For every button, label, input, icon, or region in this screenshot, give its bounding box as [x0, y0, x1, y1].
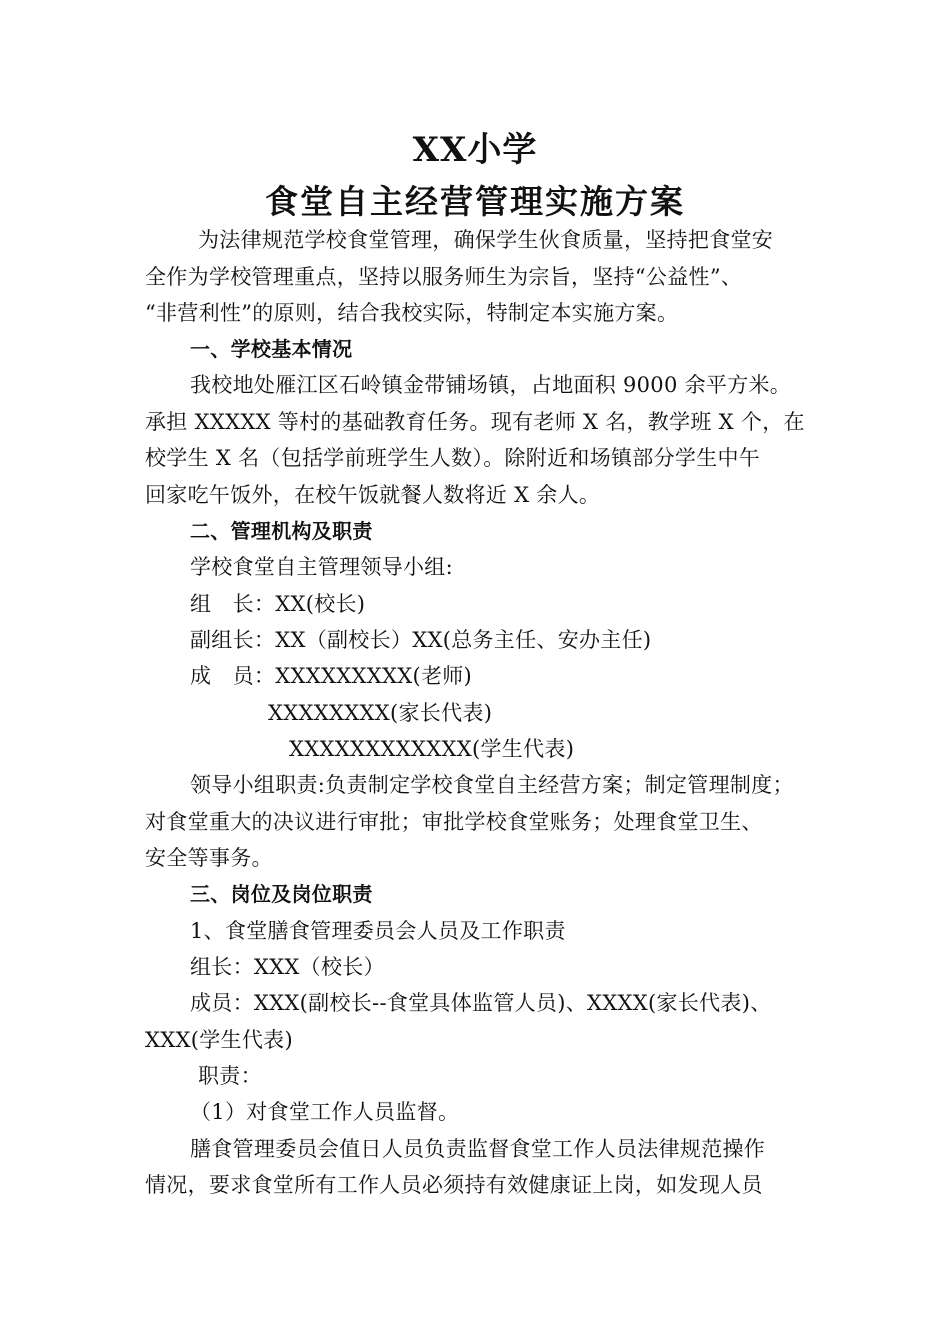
section-heading-2: 二、管理机构及职责: [190, 519, 373, 543]
paragraph-line: 安全等事务。: [145, 846, 273, 870]
paragraph-line: 回家吃午饭外，在校午饭就餐人数将近 X 余人。: [145, 483, 601, 507]
paragraph-line: 组 长：XX(校长): [190, 592, 366, 616]
paragraph-line: 承担 XXXXX 等村的基础教育任务。现有老师 X 名，教学班 X 个，在: [145, 410, 805, 434]
intro-line-3: “非营利性”的原则，结合我校实际，特制定本实施方案。: [145, 301, 679, 325]
paragraph-line: XXXXXXXXXXXX(学生代表): [289, 737, 575, 761]
paragraph-line: 1、食堂膳食管理委员会人员及工作职责: [190, 919, 566, 943]
paragraph-line: XXXXXXXX(家长代表): [268, 701, 493, 725]
paragraph-line: 膳食管理委员会值日人员负责监督食堂工作人员法律规范操作: [190, 1137, 766, 1161]
paragraph-line: 校学生 X 名（包括学前班学生人数）。除附近和场镇部分学生中午: [145, 446, 761, 470]
section-heading-3: 三、岗位及岗位职责: [190, 882, 373, 906]
paragraph-line: 成员：XXX(副校长--食堂具体监管人员)、XXXX(家长代表)、: [190, 991, 772, 1015]
paragraph-line: 情况，要求食堂所有工作人员必须持有效健康证上岗，如发现人员: [145, 1173, 763, 1197]
paragraph-line: 副组长：XX（副校长）XX(总务主任、安办主任): [190, 628, 652, 652]
paragraph-line: 领导小组职责:负责制定学校食堂自主经营方案；制定管理制度；: [190, 773, 794, 797]
section-heading-1: 一、学校基本情况: [190, 337, 353, 361]
paragraph-line: XXX(学生代表): [145, 1028, 293, 1052]
paragraph-line: （1）对食堂工作人员监督。: [190, 1100, 460, 1124]
document-title-school: XX小学: [412, 130, 538, 170]
document-title-plan: 食堂自主经营管理实施方案: [265, 182, 685, 221]
paragraph-line: 组长：XXX（校长）: [190, 955, 385, 979]
paragraph-line: 对食堂重大的决议进行审批；审批学校食堂账务；处理食堂卫生、: [145, 810, 763, 834]
paragraph-line: 职责：: [198, 1064, 262, 1088]
paragraph-line: 我校地处雁江区石岭镇金带铺场镇，占地面积 9000 余平方米。: [190, 373, 792, 397]
intro-line-1: 为法律规范学校食堂管理，确保学生伙食质量，坚持把食堂安: [198, 228, 774, 252]
paragraph-line: 学校食堂自主管理领导小组:: [190, 555, 453, 579]
intro-line-2: 全作为学校管理重点，坚持以服务师生为宗旨，坚持“公益性”、: [145, 265, 743, 289]
paragraph-line: 成 员：XXXXXXXXX(老师): [190, 664, 473, 688]
